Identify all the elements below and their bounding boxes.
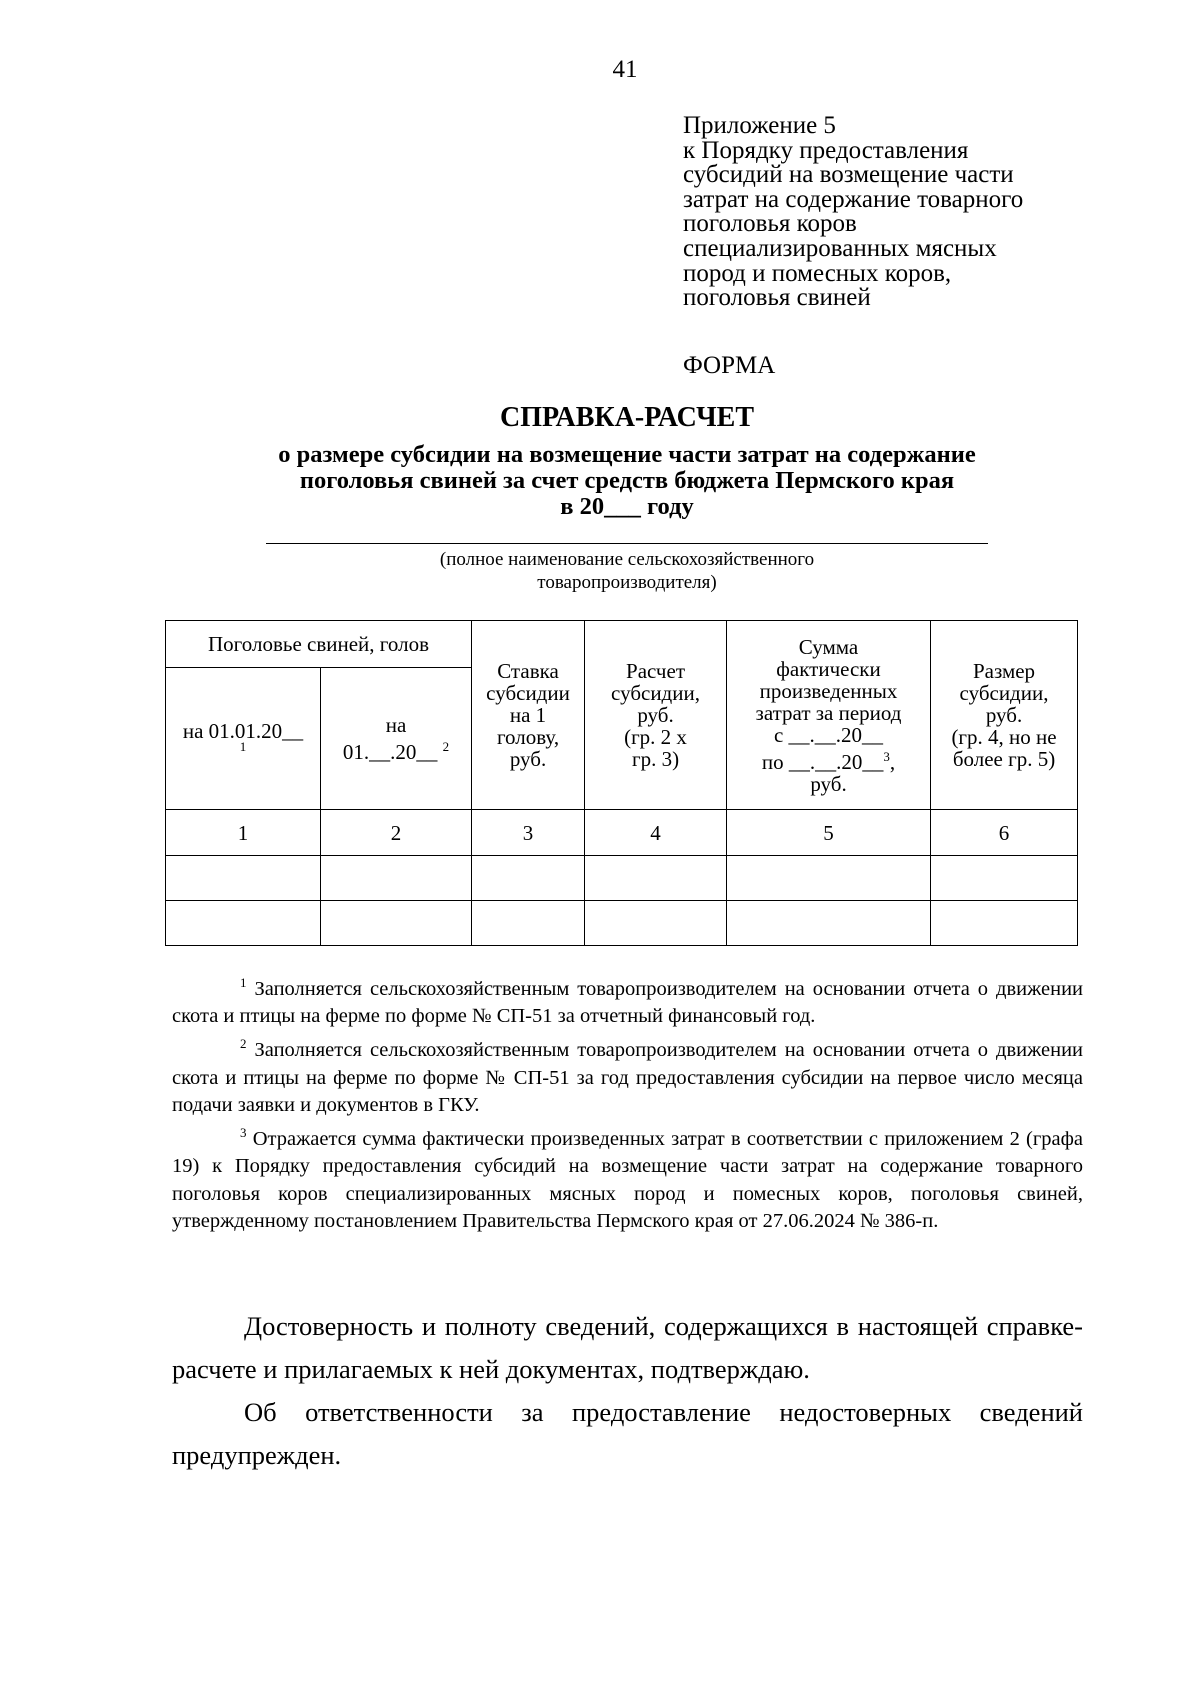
annex-line: затрат на содержание товарного <box>683 185 1024 213</box>
footnote-mark: 2 <box>442 739 450 754</box>
header-line: субсидии, <box>959 681 1049 705</box>
confirmation-paragraph: Достоверность и полноту сведений, содержащихся в настоящей справке-расчете и прилагаемых к ней документах, подтверждаю. <box>172 1311 1083 1384</box>
table-cell[interactable] <box>166 901 321 946</box>
header-calculation <box>585 621 727 810</box>
header-line: Расчет <box>626 659 685 683</box>
header-line: руб. <box>810 771 847 796</box>
table-row <box>166 901 1078 946</box>
annex-line: субсидий на возмещение части <box>683 161 1014 189</box>
annex-line: пород и помесных коров, <box>683 259 952 287</box>
column-number: 1 <box>166 810 321 856</box>
header-start-of-year <box>166 668 321 810</box>
period-to: по __.__.20__ <box>761 749 884 774</box>
confirmation-paragraph: Об ответственности за предоставление недостоверных сведений предупрежден. <box>172 1397 1083 1470</box>
footnote-text: Отражается сумма фактически произведенных затрат в соответствии с приложением 2 (графа 19) к Порядку предоставления субсидий на возмещение части затрат на содержание товарного поголовья коров специализированных мясных пород и помесных коров, поголовья свиней, утвержденному постановлением Правительства Пермского края от 27.06.2024 № 386-п. <box>172 1127 1083 1232</box>
column-number: 2 <box>321 810 472 856</box>
table-header-row <box>166 621 1078 668</box>
footnote-mark: 3 <box>240 1125 247 1141</box>
caption-line: товаропроизводителя) <box>537 572 717 593</box>
form-label: ФОРМА <box>683 352 776 379</box>
annex-line: Приложение 5 <box>683 112 836 139</box>
footnote-mark: 2 <box>240 1036 247 1052</box>
annex-line: специализированных мясных <box>683 234 997 262</box>
header-line: на 01.01.20__ <box>182 718 304 743</box>
header-line: фактически <box>776 656 881 681</box>
footnote <box>172 1119 1083 1235</box>
table-cell[interactable] <box>931 901 1078 946</box>
header-line: Размер <box>972 659 1036 683</box>
header-line: субсидии <box>486 681 570 705</box>
header-line: голову, <box>496 725 560 749</box>
subtitle-line: поголовья свиней за счет средств бюджета Пермского края <box>299 467 955 494</box>
table-cell[interactable] <box>727 856 931 901</box>
annex-line: поголовья свиней <box>683 284 871 312</box>
header-line: произведенных <box>759 678 898 703</box>
header-application-date <box>321 668 472 810</box>
footnote <box>172 1030 1083 1119</box>
header-line: (гр. 4, но не <box>951 725 1057 749</box>
table-row <box>166 856 1078 901</box>
table-cell[interactable] <box>472 856 585 901</box>
footnote-text: Заполняется сельскохозяйственным товаропроизводителем на основании отчета о движении скота и птицы на ферме по форме № СП-51 за год предоставления субсидии на первое число месяца подачи заявки и документов в ГКУ. <box>172 1039 1084 1116</box>
header-line: по __.__.20__$^3$, <box>761 748 896 774</box>
header-date: 01.__.20__ <box>342 740 438 764</box>
header-line: более гр. 5) <box>952 747 1056 771</box>
footnote-mark: 1 <box>239 738 247 754</box>
header-line: руб. <box>509 747 547 771</box>
table-cell[interactable] <box>931 856 1078 901</box>
header-line <box>730 724 927 746</box>
header-line: руб. <box>637 703 674 727</box>
table-cell[interactable] <box>321 856 472 901</box>
header-actual-costs <box>727 621 931 810</box>
document-title: СПРАВКА-РАСЧЕТ <box>499 402 755 433</box>
annex-line: к Порядку предоставления <box>683 136 969 164</box>
column-number: 4 <box>585 810 727 856</box>
subtitle-line: о размере субсидии на возмещение части затрат на содержание <box>278 441 976 468</box>
footnote-mark: 1 <box>240 975 247 990</box>
caption-line: (полное наименование сельскохозяйственного <box>439 549 815 570</box>
header-line: затрат за период <box>755 700 902 725</box>
column-number: 5 <box>727 810 931 856</box>
header-subsidy-size <box>931 621 1078 810</box>
header-line: руб. <box>985 703 1023 727</box>
producer-name-blank-line[interactable] <box>266 543 988 544</box>
header-line: гр. 3) <box>631 747 680 771</box>
footnote-mark: 3 <box>883 748 890 764</box>
period-from: с __.__.20__ <box>773 722 884 747</box>
footnote <box>172 969 1083 1030</box>
footnote-text: Заполняется сельскохозяйственным товаропроизводителем на основании отчета о движении скота и птицы на ферме по форме № СП-51 за отчетный финансовый год. <box>172 977 1084 1028</box>
header-line: Ставка <box>497 659 559 683</box>
annex-block <box>683 114 1023 311</box>
header-rate <box>472 621 585 810</box>
header-line: (гр. 2 х <box>624 725 687 749</box>
calculation-table <box>165 620 1078 946</box>
subtitle-line: в 20___ году <box>560 493 694 520</box>
page-number: 41 <box>612 56 638 83</box>
table-cell[interactable] <box>472 901 585 946</box>
table-cell[interactable] <box>585 856 727 901</box>
column-number: 3 <box>472 810 585 856</box>
header-pig-count: Поголовье свиней, голов <box>166 621 472 668</box>
table-cell[interactable] <box>727 901 931 946</box>
table-cell[interactable] <box>321 901 472 946</box>
table-row <box>166 810 1078 856</box>
header-line: Сумма <box>798 634 859 659</box>
header-line <box>324 736 468 763</box>
header-line: на <box>385 713 407 737</box>
column-number: 6 <box>931 810 1078 856</box>
table-cell[interactable] <box>585 901 727 946</box>
document-subtitle <box>0 442 1200 520</box>
header-line: субсидии, <box>611 681 700 705</box>
footnotes <box>172 969 1083 1235</box>
table-cell[interactable] <box>166 856 321 901</box>
confirmation-text <box>172 1305 1083 1477</box>
annex-line: поголовья коров <box>683 210 857 238</box>
producer-name-caption <box>0 548 1200 594</box>
header-line: на 1 <box>509 703 547 727</box>
